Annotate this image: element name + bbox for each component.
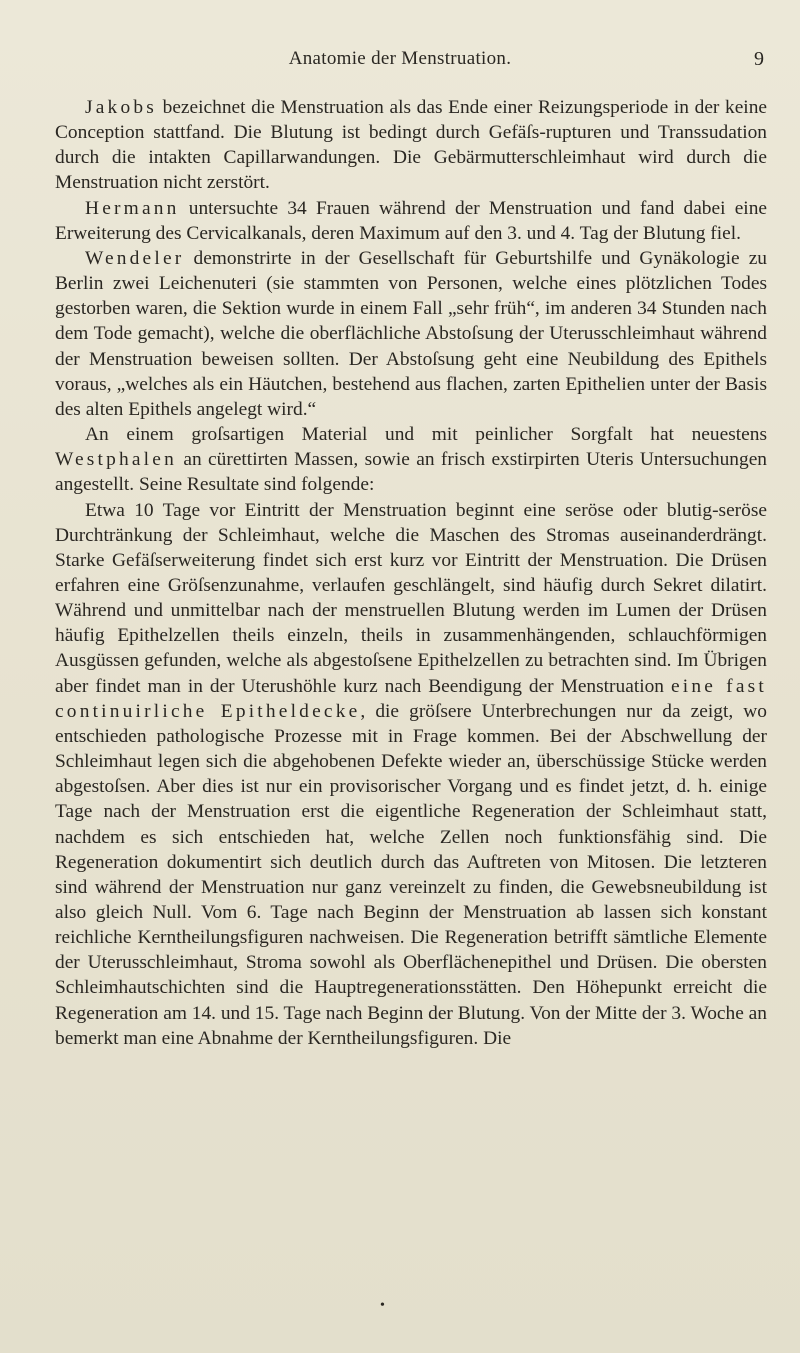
running-title: Anatomie der Menstruation. bbox=[288, 48, 512, 69]
page-number: 9 bbox=[754, 48, 764, 70]
paragraph-text: , die gröſsere Unterbrechungen nur da zeigt, wo entschieden pathologische Prozesse mit in Frage kommen. Bei der Abschwellung der Schleimhaut legen sich die abgehobenen Defekte wieder an, überschüssige Stücke werden abgestoſsen. Aber dies ist nur ein provisorischer Vorgang und es findet jetzt, d. h. einige Tage nach der Menstruation erst die eigentliche Regeneration der Schleimhaut statt, nachdem es sich entschieden hat, welche Zellen noch funktionsfähig sind. Die Regeneration dokumentirt sich deutlich durch das Auftreten von Mitosen. Die letzteren sind während der Menstruation nur ganz vereinzelt zu finden, die Gewebsneubildung ist also gleich Null. Vom 6. Tage nach Beginn der Menstruation ab lassen sich konstant reichliche Kerntheilungsfiguren nachweisen. Die Regeneration betrifft sämtliche Elemente der Uterusschleimhaut, Stroma sowohl als Oberflächenepithel und Drüsen. Die obersten Schleimhautschichten sind die Hauptregenerationsstätten. Den Höhepunkt erreicht die Regeneration am 14. und 15. Tage nach Beginn der Blutung. Von der Mitte der 3. Woche an bemerkt man eine Abnahme der Kerntheilungsfiguren. Die bbox=[55, 700, 768, 1049]
body-text bbox=[55, 95, 767, 1051]
author-name: Wendeler bbox=[85, 247, 185, 269]
emphasized-phrase: eine fast continuirliche Epitheldecke bbox=[55, 675, 767, 722]
page-header bbox=[0, 48, 800, 78]
footer-mark: • bbox=[380, 1298, 385, 1313]
author-name: Jakobs bbox=[85, 97, 157, 118]
paragraph-text: demonstrirte in der Gesellschaft für Geburtshilfe und Gynäkologie zu Berlin zwei Leichenuteri (sie stammten von Personen, welche eines plötzlichen Todes gestorben waren, die Sektion wurde in einem Fall „sehr früh“, im anderen 34 Stunden nach dem Tode gemacht), welche die oberflächliche Abstoſsung der Uterusschleimhaut während der Menstruation beweisen sollten. Der Abstoſsung geht eine Neubildung des Epithels voraus, „welches als ein Häutchen, bestehend aus flachen, zarten Epithelien unter der Basis des alten Epithels angelegt wird.“ bbox=[55, 247, 767, 420]
paragraph-jakobs bbox=[55, 95, 767, 196]
author-name: Hermann bbox=[85, 197, 180, 219]
paragraph-wendeler bbox=[55, 246, 767, 422]
paragraph-westphalen bbox=[55, 422, 767, 497]
paragraph-text: An einem groſsartigen Material und mit peinlicher Sorgfalt hat neuestens bbox=[85, 424, 767, 446]
paragraph-text: Etwa 10 Tage vor Eintritt der Menstruation beginnt eine seröse oder blutig-seröse Durchtränkung der Schleimhaut, welche die Maschen des Stromas auseinanderdrängt. Starke Gefäſserweiterung findet sich erst kurz vor Eintritt der Menstruation. Die Drüsen erfahren eine Gröſsenzunahme, verlaufen geschlängelt, sind häufig durch Sekret dilatirt. Während und unmittelbar nach der menstruellen Blutung werden im Lumen der Drüsen häufig Epithelzellen theils einzeln, theils in zusammenhängenden, schlauchförmigen Ausgüssen gefunden, welche als abgestoſsene Epithelzellen zu betrachten sind. Im Übrigen aber findet man in der Uterushöhle kurz nach Beendigung der Menstruation bbox=[55, 499, 767, 697]
paragraph-text: bezeichnet die Menstruation als das Ende einer Reizungsperiode in der keine Conception stattfand. Die Blutung ist bedingt durch Gefäſs-rupturen und Transsudation durch die intakten Capillarwandungen. Die Gebärmutterschleimhaut wird durch die Menstruation nicht zerstört. bbox=[55, 97, 767, 194]
paragraph-text: an cürettirten Massen, sowie an frisch exstirpirten Uteris Untersuchungen angestellt. Seine Resultate sind folgende: bbox=[55, 449, 767, 496]
paragraph-results bbox=[55, 498, 767, 1051]
author-name: Westphalen bbox=[55, 449, 177, 471]
paragraph-text: untersuchte 34 Frauen während der Menstruation und fand dabei eine Erweiterung des Cervicalkanals, deren Maximum auf den 3. und 4. Tag der Blutung fiel. bbox=[55, 197, 767, 244]
paragraph-hermann bbox=[55, 196, 767, 246]
